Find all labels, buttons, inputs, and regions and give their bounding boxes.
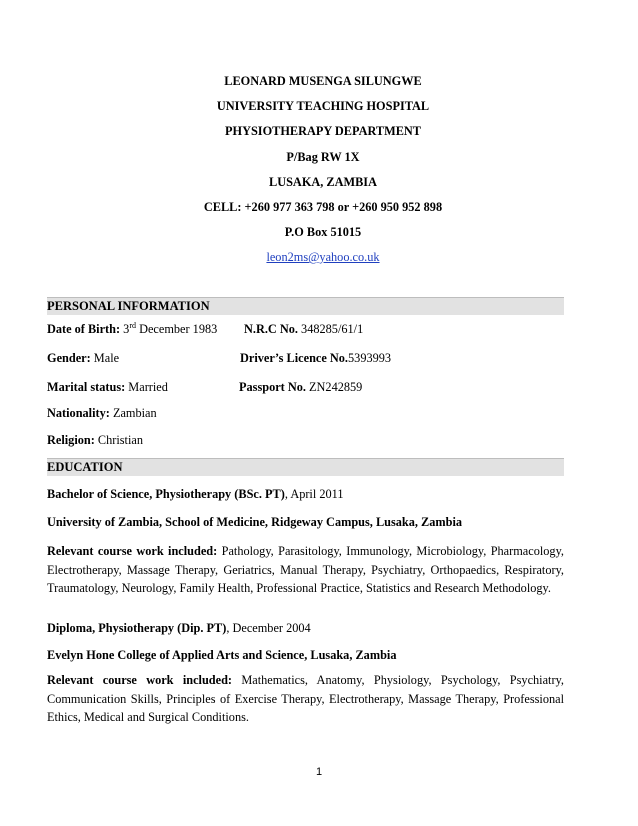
licence-row: Driver’s Licence No.5393993: [240, 351, 392, 365]
religion-row: Religion: Christian: [47, 433, 143, 447]
header-bag: P/Bag RW 1X: [286, 150, 360, 164]
header-department: PHYSIOTHERAPY DEPARTMENT: [225, 124, 421, 138]
degree2-title-row: Diploma, Physiotherapy (Dip. PT), December 2004: [47, 621, 311, 635]
degree1-course-work: Relevant course work included: Pathology, Parasitology, Immunology, Microbiology, Pharmacology, Electrotherapy, Massage Therapy, Geriatrics, Manual Therapy, Psychiatry, Orthopaedics, Respiratory, Traumatology, Neurology, Family Health, Professional Practice, Statistics and Research Methodology.: [47, 544, 565, 595]
degree2-school-row: Evelyn Hone College of Applied Arts and Science, Lusaka, Zambia: [47, 648, 397, 662]
section-education: EDUCATION: [47, 458, 564, 476]
nationality-row: Nationality: Zambian: [47, 406, 157, 420]
header-cell: CELL: +260 977 363 798 or +260 950 952 898: [203, 200, 443, 214]
page-number: 1: [315, 766, 323, 778]
nrc-row: N.R.C No. 348285/61/1: [244, 322, 364, 336]
gender-row: Gender: Male: [47, 351, 120, 365]
section-personal-information: PERSONAL INFORMATION: [47, 297, 564, 315]
header-pobox: P.O Box 51015: [284, 225, 362, 239]
passport-row: Passport No. ZN242859: [239, 380, 363, 394]
email-link[interactable]: leon2ms@yahoo.co.uk: [266, 250, 380, 264]
header-email-row: [0, 250, 638, 265]
dob-row: Date of Birth: 3rd December 1983: [47, 320, 218, 336]
header-city: LUSAKA, ZAMBIA: [269, 175, 377, 189]
marital-row: Marital status: Married: [47, 380, 168, 394]
degree1-title-row: Bachelor of Science, Physiotherapy (BSc. PT), April 2011: [47, 487, 344, 501]
header-name: LEONARD MUSENGA SILUNGWE: [224, 74, 422, 88]
degree2-course-work: Relevant course work included: Mathematics, Anatomy, Physiology, Psychology, Psychiatry, Communication Skills, Principles of Exercise Therapy, Electrotherapy, Massage Therapy, Professional Ethics, Medical and Surgical Conditions.: [47, 673, 564, 724]
degree1-school-row: University of Zambia, School of Medicine, Ridgeway Campus, Lusaka, Zambia: [47, 515, 463, 529]
header-institution: UNIVERSITY TEACHING HOSPITAL: [216, 99, 430, 113]
